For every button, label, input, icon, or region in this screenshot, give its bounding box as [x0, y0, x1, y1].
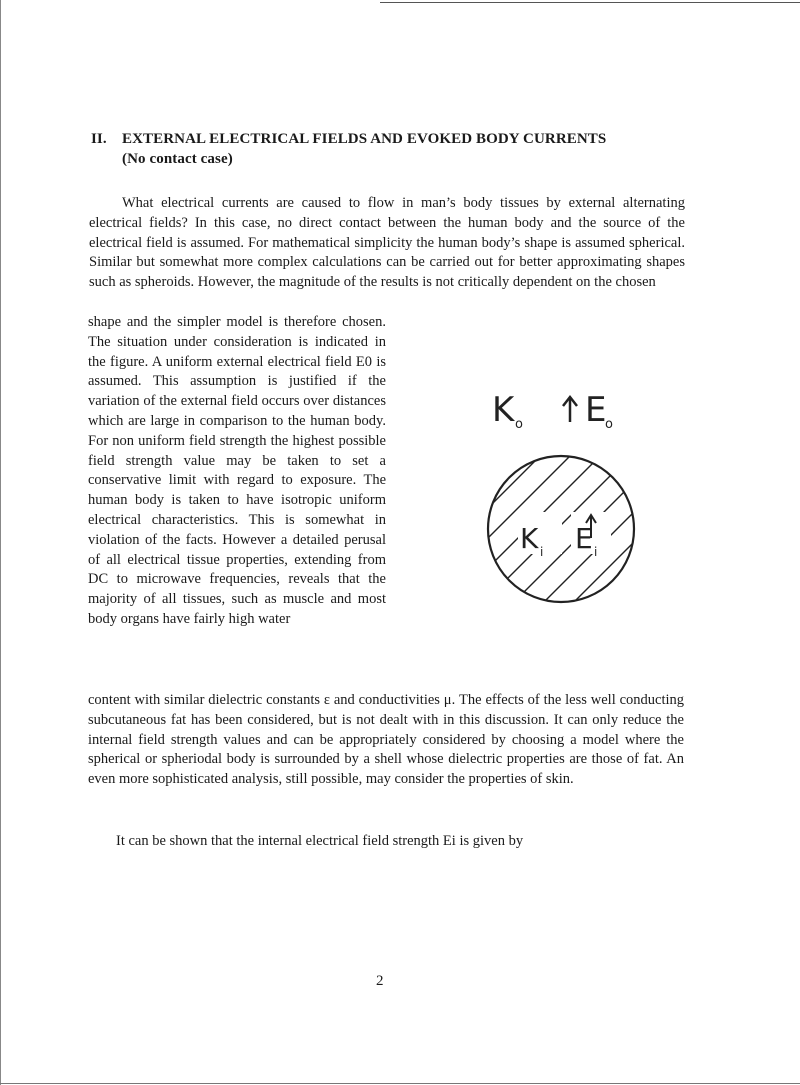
- section-subtitle: (No contact case): [122, 151, 233, 167]
- paragraph-model-text: [88, 313, 386, 630]
- sphere-field-figure: [478, 388, 648, 638]
- paragraph-dielectric: [88, 691, 684, 790]
- paragraph-intro: [89, 194, 685, 293]
- section-number: II.: [91, 131, 107, 147]
- paragraph-dielectric-text: content with similar dielectric constants ε and conductivities μ. The effects of the less well conducting subcutaneous fat has been considered, but is not dealt with in this discussion. It can only reduce the internal field strength values and can be appropriately considered by choosing a model where the spherical or spheriodal body is surrounded by a shell whose dielectric properties are those of fat. An even more sophisticated analysis, still possible, may consider the properties of skin.: [88, 692, 684, 788]
- left-scan-edge: [0, 0, 1, 1085]
- outer-e-label: E: [585, 390, 607, 430]
- inner-e-subscript: i: [594, 545, 598, 559]
- section-heading: [91, 131, 606, 168]
- paragraph-model-body: shape and the simpler model is therefore chosen. The situation under consideration is indicated in the figure. A uniform external electrical field E0 is assumed. This assumption is justified if the variation of the external field occurs over distances which are large in comparison to the human body. For non uniform field strength the highest possible field strength value may be taken to set a conservative limit with regard to exposure. The human body is taken to have isotropic uniform electrical characteristics. This is somewhat in violation of the facts. However a detailed perusal of all electrical tissue properties, extending from DC to microwave frequencies, reveals that the majority of all tissues, such as muscle and most body organs have fairly high water: [88, 314, 386, 627]
- bottom-scan-edge: [0, 1083, 800, 1084]
- external-field-arrow-icon: [563, 397, 577, 422]
- inner-e-label: E: [575, 522, 593, 555]
- page-number: 2: [376, 973, 384, 989]
- outer-labels: [492, 390, 613, 432]
- outer-k-label: K: [492, 390, 515, 430]
- top-scan-edge: [380, 2, 800, 3]
- inner-k-subscript: i: [540, 545, 544, 559]
- outer-e-subscript: o: [605, 417, 613, 432]
- paragraph-intro-text: What electrical currents are caused to flow in man’s body tissues by external alternating electrical fields? In this case, no direct contact between the human body and the source of the electrical field is assumed. For mathematical simplicity the human body’s shape is assumed spherical. Similar but somewhat more complex calculations can be carried out for better approximating shapes such as spheroids. However, the magnitude of the results is not critically dependent on the chosen: [89, 195, 685, 291]
- outer-k-subscript: o: [515, 417, 523, 432]
- paragraph-internal-field-text: It can be shown that the internal electrical field strength Ei is given by: [116, 833, 524, 849]
- section-title: EXTERNAL ELECTRICAL FIELDS AND EVOKED BODY CURRENTS: [122, 131, 607, 147]
- paragraph-internal-field: [116, 832, 686, 852]
- inner-k-label: K: [520, 522, 539, 555]
